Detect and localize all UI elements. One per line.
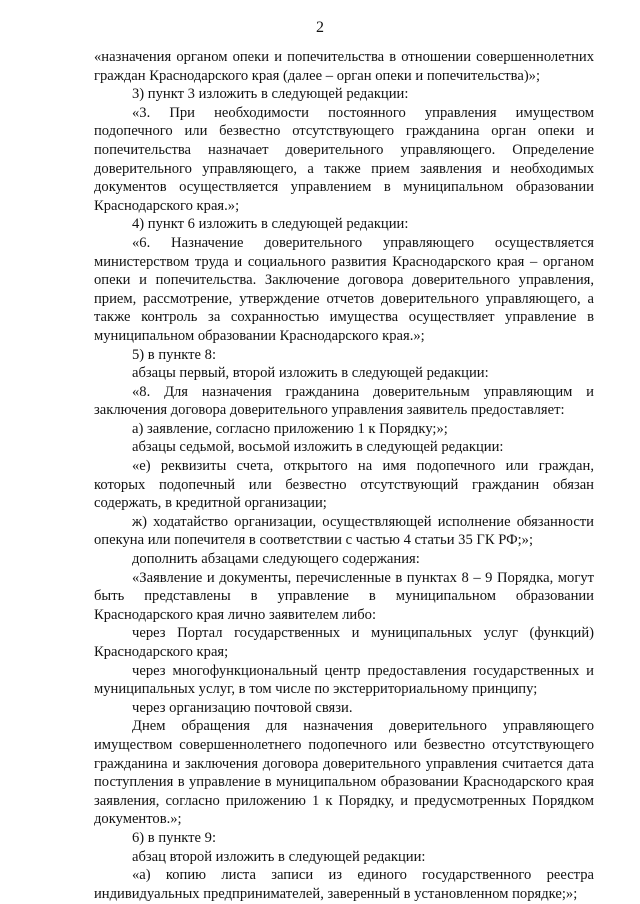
paragraph: «8. Для назначения гражданина доверительным управляющим и заключения договора доверительного управления заявитель предоставляет: — [94, 383, 594, 419]
paragraph: 3) пункт 3 изложить в следующей редакции: — [132, 86, 409, 103]
paragraph: абзацы седьмой, восьмой изложить в следующей редакции: — [132, 439, 504, 456]
paragraph: «3. При необходимости постоянного управления имуществом подопечного или безвестно отсутствующего гражданина орган опеки и попечительства назначает доверительного управляющего. Определение доверительного управляющего, а также прием заявления и необходимых документов осуществляется управлением в муниципальном образовании Краснодарского края.»; — [94, 104, 594, 214]
paragraph: через Портал государственных и муниципальных услуг (функций) Краснодарского края; — [94, 625, 594, 660]
paragraph: абзац второй изложить в следующей редакции: — [132, 848, 426, 865]
paragraph: а) заявление, согласно приложению 1 к Порядку;»; — [132, 420, 448, 437]
paragraph: «е) реквизиты счета, открытого на имя подопечного или граждан, которых подопечный или безвестно отсутствующий гражданин обязан содержать, в кредитной организации; — [94, 458, 594, 512]
paragraph: 6) в пункте 9: — [132, 829, 217, 846]
document-body — [94, 48, 594, 903]
paragraph: ж) ходатайство организации, осуществляющей исполнение обязанности опекуна или попечителя в соответствии с частью 4 статьи 35 ГК РФ;»; — [94, 513, 594, 549]
paragraph: через организацию почтовой связи. — [132, 699, 353, 716]
paragraph: «Заявление и документы, перечисленные в пунктах 8 – 9 Порядка, могут быть представлены в управление в муниципальном образовании Краснодарского края лично заявителем либо: — [94, 569, 594, 623]
paragraph: через многофункциональный центр предоставления государственных и муниципальных услуг, в том числе по экстерриториальному принципу; — [94, 662, 594, 698]
paragraph: 5) в пункте 8: — [132, 346, 217, 363]
paragraph: «а) копию листа записи из единого государственного реестра индивидуальных предпринимателей, заверенный в установленном порядке;»; — [94, 867, 594, 902]
paragraph: дополнить абзацами следующего содержания: — [132, 551, 420, 568]
paragraph: Днем обращения для назначения доверительного управляющего имуществом совершеннолетнего подопечного или безвестно отсутствующего гражданина и заключения договора доверительного управления считается дата поступления в управление в муниципальном образовании Краснодарского края заявления, согласно приложению 1 к Порядку, и предусмотренных Порядком документов.»; — [94, 718, 594, 828]
paragraph: абзацы первый, второй изложить в следующей редакции: — [132, 365, 489, 382]
paragraph: «6. Назначение доверительного управляющего осуществляется министерством труда и социального развития Краснодарского края – органом опеки и попечительства. Заключение договора доверительного управления, прием, рассмотрение, утверждение отчетов доверительного управляющего, а также контроль за сохранностью имущества осуществляет управление в муниципальном образовании Краснодарского края.»; — [94, 234, 594, 344]
paragraph: «назначения органом опеки и попечительства в отношении совершеннолетних граждан Краснодарского края (далее – орган опеки и попечительства)»; — [94, 49, 594, 84]
page-number: 2 — [316, 19, 324, 36]
paragraph: 4) пункт 6 изложить в следующей редакции: — [132, 216, 409, 233]
